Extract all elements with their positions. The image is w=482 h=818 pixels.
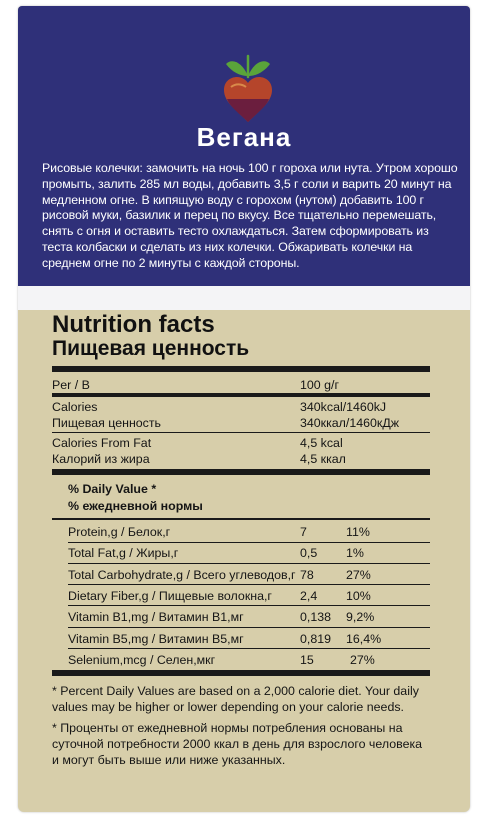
beet-heart-logo-icon [222,46,274,124]
nutrient-label: Dietary Fiber,g / Пищевые волокна,г [68,588,272,603]
row-divider [68,584,430,585]
nutrient-amount: 7 [300,525,307,539]
nutrient-percent: 9,2% [346,610,375,625]
white-band [18,286,470,310]
nutrient-label: Vitamin B1,mg / Витамин B1,мг [68,610,244,625]
nutrient-amount: 0,819 [300,631,332,646]
fat-calories-en-value: 4,5 kcal [300,436,343,450]
nutrient-amount: 15 [300,652,314,667]
fat-calories-ru-value: 4,5 ккал [300,452,346,466]
brand-name: Вегана [196,122,292,152]
row-divider [68,627,430,628]
footnote-en: * Percent Daily Values are based on a 2,000 calorie diet. Your daily values may be higher or lower depending on your calorie needs. [52,684,419,714]
daily-value-ru: % ежедневной нормы [68,499,203,513]
nutrient-label: Total Fat,g / Жиры,г [68,546,179,561]
footnote-ru: * Проценты от ежедневной нормы потребления основаны на суточной потребности 2000 ккал в день для взрослого человека и могут быть выше или ниже указанных. [52,721,423,767]
nutrient-label: Vitamin B5,mg / Витамин B5,мг [68,631,244,646]
row-divider [68,542,430,543]
divider [52,518,430,520]
calories-ru-label: Пищевая ценность [52,416,162,430]
nutrient-amount: 0,5 [300,546,318,561]
nutrient-percent: 16,4% [346,631,382,646]
calories-ru-value: 340ккал/1460кДж [300,416,400,430]
divider-thick [52,469,430,475]
nutrient-amount: 0,138 [300,610,332,625]
nutrient-label: Selenium,mcg / Селен,мкг [68,652,216,667]
daily-value-en: % Daily Value * [68,482,157,496]
nutrient-label: Protein,g / Белок,г [68,525,171,539]
row-divider [68,605,430,606]
recipe-text: Рисовые колечки: замочить на ночь 100 г гороха или нута. Утром хорошо промыть, залить 285 мл воды, добавить 3,5 г соли и варить 20 минут на медленном огне. В кипящую воду с горохом (нутом) добавить 100 г рисовой муки, базилик и перец по вкусу. Все тщательно перемешать, снять с огня и оставить тесто охлаждаться. Затем сформировать из теста колбаски и сделать из них колечки. Обжаривать колечки на среднем огне по 2 минуты с каждой стороны. [42,161,458,270]
nutrient-percent: 27% [346,567,371,582]
fat-calories-en-label: Calories From Fat [52,436,152,450]
divider-thin [52,432,430,433]
nutrient-amount: 78 [300,567,314,582]
nutrient-percent: 27% [350,652,375,667]
calories-en-value: 340kcal/1460kJ [300,400,387,414]
nutrition-title-ru: Пищевая ценность [52,337,250,360]
nutrient-percent: 10% [346,588,371,603]
per-label: Per / В [52,378,90,392]
nutrient-amount: 2,4 [300,588,318,603]
calories-en-label: Calories [52,400,98,414]
divider-thick [52,366,430,372]
nutrition-title-en: Nutrition facts [52,311,215,338]
row-divider [68,563,430,564]
top-panel [18,6,470,286]
divider-thick [52,670,430,676]
per-value: 100 g/г [300,378,339,392]
fat-calories-ru-label: Калорий из жира [52,452,150,466]
divider-medium [52,393,430,397]
nutrient-percent: 1% [346,546,364,561]
nutrient-percent: 11% [346,525,370,539]
row-divider [68,648,430,649]
nutrient-label: Total Carbohydrate,g / Всего углеводов,г [68,567,296,582]
